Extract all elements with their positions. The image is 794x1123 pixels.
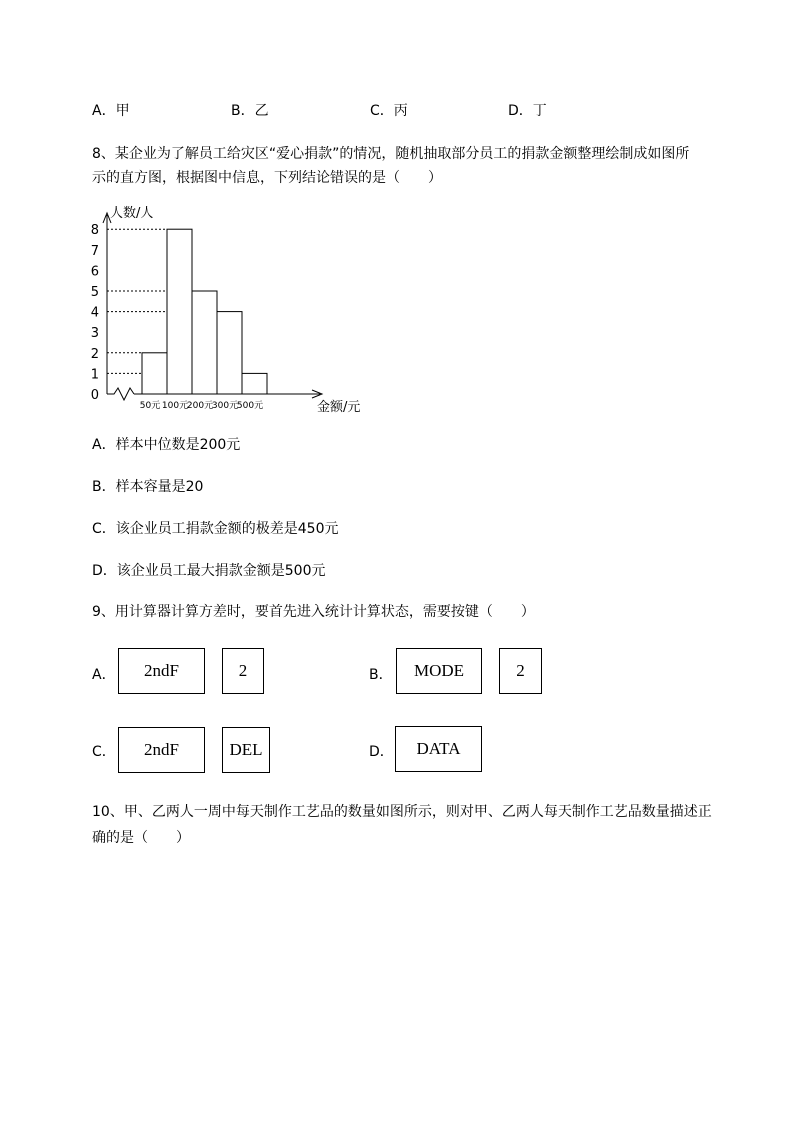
q8-option-d: D．该企业员工最大捐款金额是500元 [92,563,326,579]
histogram-bar [142,353,167,394]
q8-stem-line1: 8、某企业为了解员工给灾区“爱心捐款”的情况，随机抽取部分员工的捐款金额整理绘制成如图所 [92,146,690,162]
histogram-chart [80,195,380,420]
q9-option-d-label: D． [369,744,394,760]
y-tick-label: 8 [90,223,99,239]
q7-option-a: A．甲 [92,103,130,119]
q7-option-c: C．丙 [370,103,408,119]
q7-option-d: D．丁 [508,103,547,119]
x-tick-label: 200元 [186,401,214,411]
q7-option-b: B．乙 [231,103,269,119]
y-tick-label: 3 [90,326,99,342]
axis-break-mark [107,388,134,400]
y-axis-title: 人数/人 [110,206,154,221]
q9-option-a-label: A． [92,667,116,683]
x-tick-label: 50元 [139,401,161,411]
q10-stem-line2: 确的是（ ） [92,830,190,846]
q9-stem: 9、用计算器计算方差时，要首先进入统计计算状态，需要按键（ ） [92,604,535,620]
key-2ndf: 2ndF [118,648,205,694]
x-axis-title: 金额/元 [317,400,361,415]
key-2ndf: 2ndF [118,727,205,773]
y-tick-label: 4 [90,305,99,321]
histogram-bar [167,229,192,394]
key-del: DEL [222,727,270,773]
q10-stem-line1: 10、甲、乙两人一周中每天制作工艺品的数量如图所示，则对甲、乙两人每天制作工艺品数量描述正 [92,804,712,820]
q8-stem-line2: 示的直方图，根据图中信息，下列结论错误的是（ ） [92,170,442,186]
key-mode: MODE [396,648,482,694]
y-tick-label: 1 [90,367,99,383]
x-tick-label: 500元 [236,401,264,411]
key-2: 2 [222,648,264,694]
histogram-bar [217,312,242,394]
y-tick-label: 7 [90,243,99,259]
histogram-bar [242,373,267,394]
key-data: DATA [395,726,482,772]
q8-option-b: B．样本容量是20 [92,479,204,495]
q8-option-a: A．样本中位数是200元 [92,437,241,453]
histogram-bar [192,291,217,394]
y-tick-label: 2 [90,346,99,362]
q8-option-c: C．该企业员工捐款金额的极差是450元 [92,521,339,537]
x-tick-label: 300元 [211,401,239,411]
key-2: 2 [499,648,542,694]
y-tick-label: 0 [90,388,99,403]
q9-option-c-label: C． [92,744,116,760]
y-tick-label: 6 [90,264,99,280]
q9-option-b-label: B． [369,667,393,683]
y-tick-label: 5 [90,285,99,300]
x-tick-label: 100元 [161,401,189,411]
